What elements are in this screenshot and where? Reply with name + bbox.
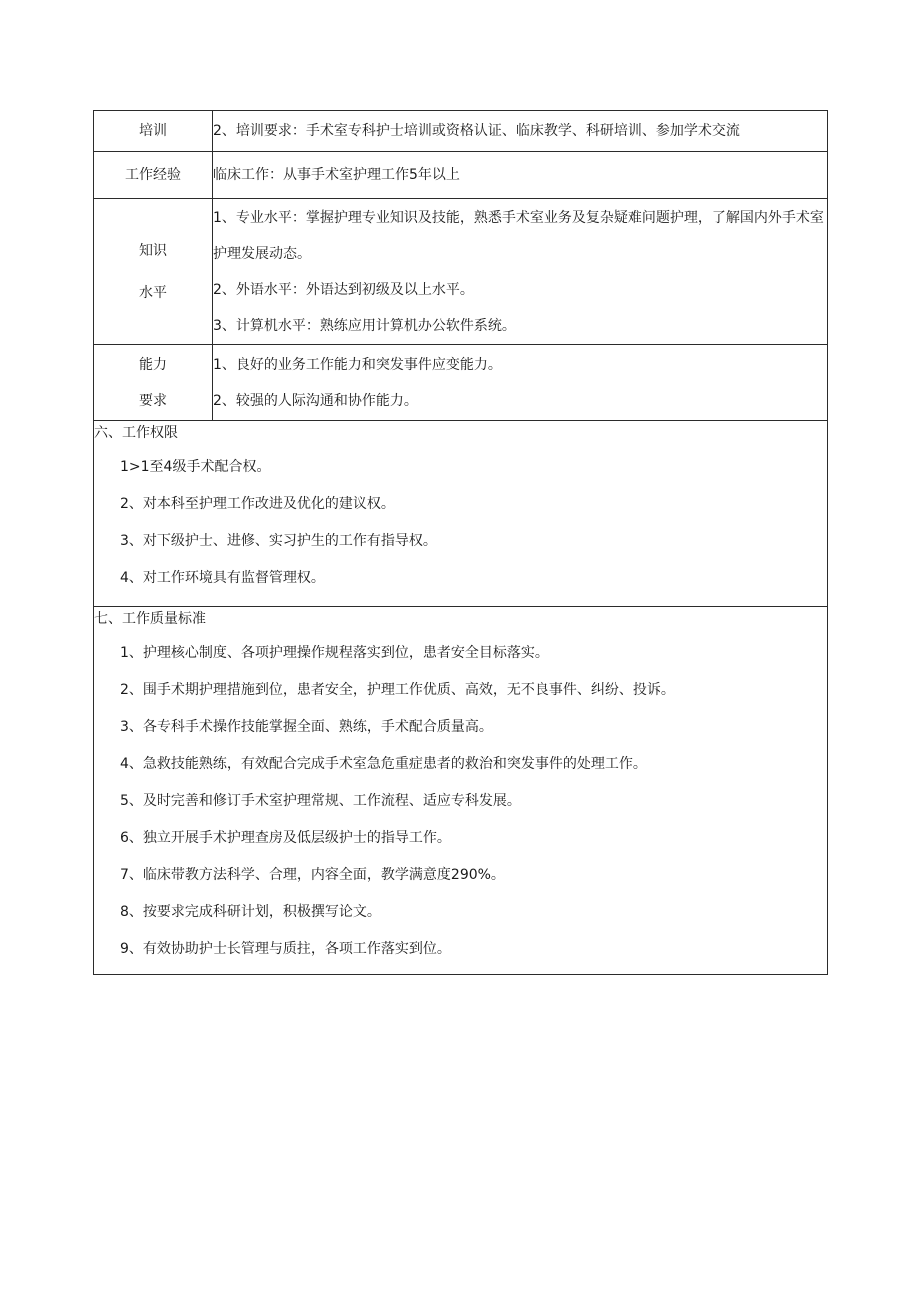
list-item: 6、独立开展手术护理查房及低层级护士的指导工作。 [120, 830, 451, 846]
list-item: 7、临床带教方法科学、合理，内容全面，教学满意度290%。 [120, 867, 505, 883]
training-row [94, 111, 828, 152]
knowledge-label [94, 199, 213, 345]
knowledge-item: 2、外语水平：外语达到初级及以上水平。 [213, 281, 474, 298]
quality-standard-section [93, 607, 828, 975]
list-item: 3、对下级护士、进修、实习护生的工作有指导权。 [120, 533, 437, 549]
work-authority-section [93, 421, 828, 607]
ability-content [213, 345, 828, 421]
quality-standard-list [94, 630, 827, 968]
list-item: 9、有效协助护士长管理与质拄，各项工作落实到位。 [120, 941, 451, 957]
list-item: 1>1至4级手术配合权。 [120, 459, 271, 475]
experience-row [94, 152, 828, 199]
list-item: 5、及时完善和修订手术室护理常规、工作流程、适应专科发展。 [120, 793, 521, 809]
list-item: 4、对工作环境具有监督管理权。 [120, 570, 325, 586]
experience-label: 工作经验 [94, 152, 213, 199]
training-label: 培训 [94, 111, 213, 152]
quality-standard-title: 七、工作质量标准 [94, 611, 206, 627]
training-text: 2、培训要求：手术室专科护士培训或资格认证、临床教学、科研培训、参加学术交流 [213, 111, 828, 152]
work-authority-list [94, 444, 827, 597]
knowledge-label-line2: 水平 [139, 284, 167, 301]
list-item: 8、按要求完成科研计划，积极撰写论文。 [120, 904, 381, 920]
ability-label-line2: 要求 [139, 392, 167, 409]
list-item: 4、急救技能熟练，有效配合完成手术室急危重症患者的救治和突发事件的处理工作。 [120, 756, 647, 772]
ability-item: 2、较强的人际沟通和协作能力。 [213, 392, 418, 409]
knowledge-item: 1、专业水平：掌握护理专业知识及技能，熟悉手术室业务及复杂疑难问题护理，了解国内外手术室护理发展动态。 [213, 209, 824, 262]
knowledge-row [94, 199, 828, 345]
list-item: 2、对本科至护理工作改进及优化的建议权。 [120, 496, 395, 512]
experience-text: 临床工作：从事手术室护理工作5年以上 [213, 152, 828, 199]
list-item: 2、围手术期护理措施到位，患者安全，护理工作优质、高效，无不良事件、纠纷、投诉。 [120, 682, 675, 698]
knowledge-item: 3、计算机水平：熟练应用计算机办公软件系统。 [213, 317, 516, 334]
knowledge-label-line1: 知识 [139, 242, 167, 259]
work-authority-title: 六、工作权限 [94, 425, 178, 441]
list-item: 3、各专科手术操作技能掌握全面、熟练，手术配合质量高。 [120, 719, 493, 735]
qualification-table [93, 110, 828, 421]
job-description-document [93, 110, 828, 975]
ability-label [94, 345, 213, 421]
ability-row [94, 345, 828, 421]
knowledge-content [213, 199, 828, 345]
ability-item: 1、良好的业务工作能力和突发事件应变能力。 [213, 356, 502, 373]
list-item: 1、护理核心制度、各项护理操作规程落实到位，患者安全目标落实。 [120, 645, 549, 661]
ability-label-line1: 能力 [139, 356, 167, 373]
